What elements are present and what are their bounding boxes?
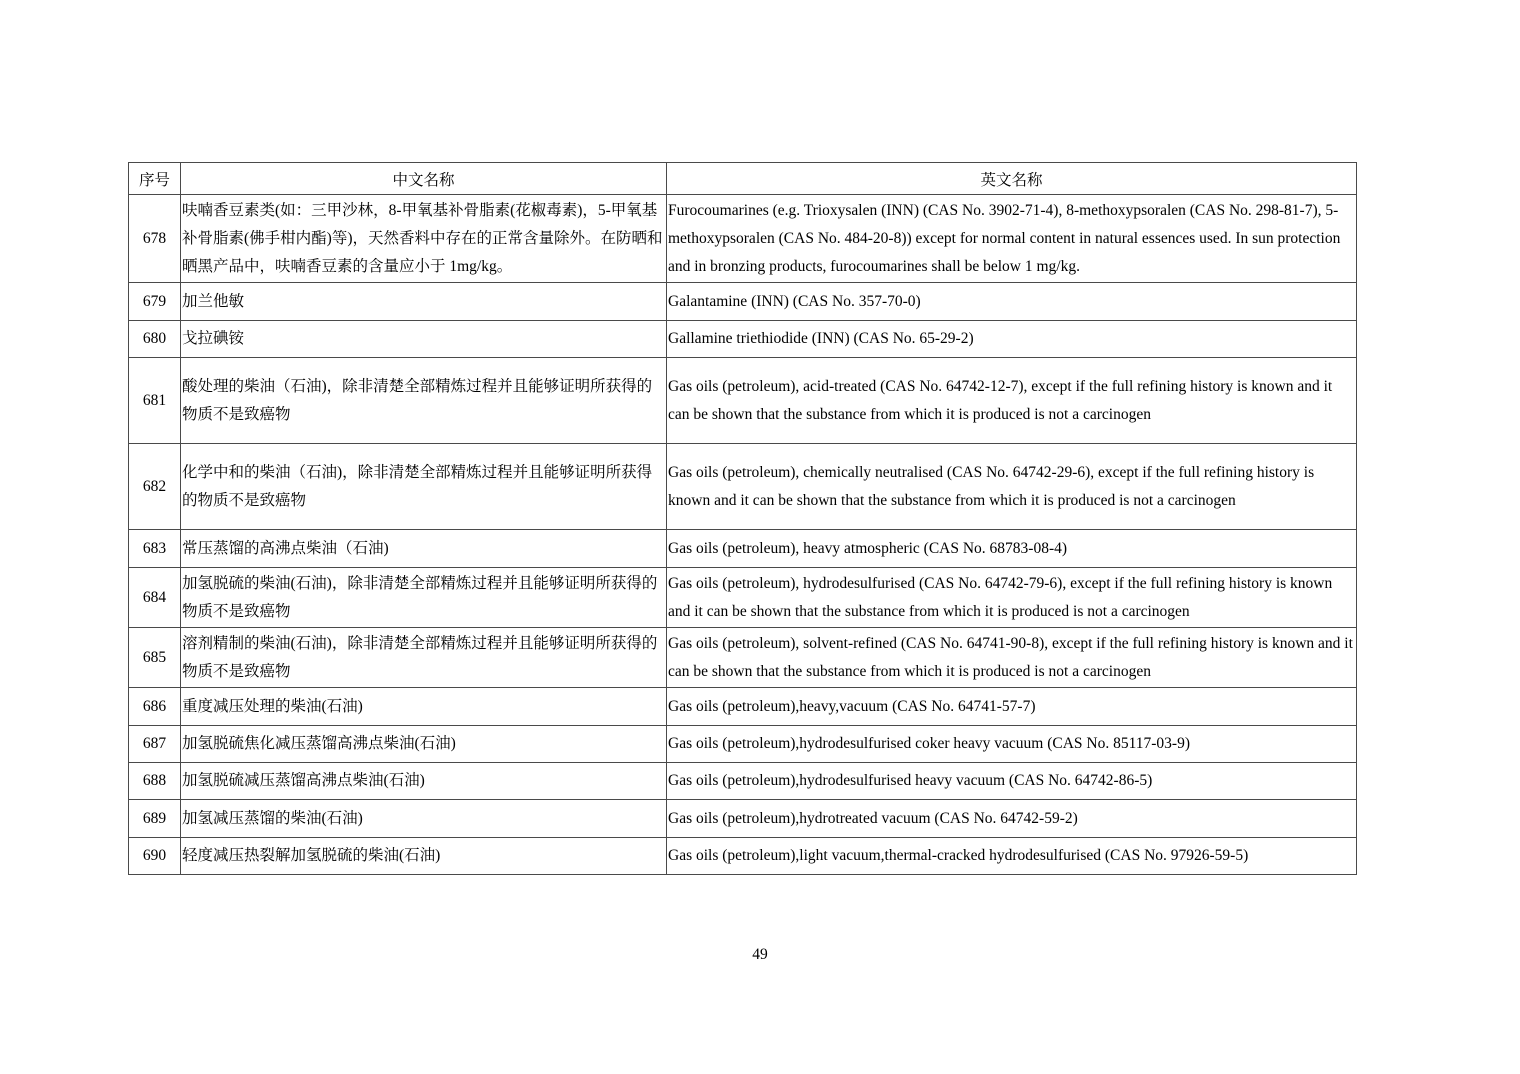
- row-english-name: Gas oils (petroleum),hydrotreated vacuum (CAS No. 64742-59-2): [667, 800, 1357, 838]
- row-chinese-name: 呋喃香豆素类(如：三甲沙林，8-甲氧基补骨脂素(花椒毒素)，5-甲氧基补骨脂素(佛手柑内酯)等)，天然香料中存在的正常含量除外。在防晒和晒黑产品中，呋喃香豆素的含量应小于 1mg/kg。: [181, 195, 667, 283]
- row-english-name: Gas oils (petroleum), chemically neutralised (CAS No. 64742-29-6), except if the full refining history is known and it can be shown that the substance from which it is produced is not a carcinogen: [667, 444, 1357, 530]
- row-english-name: Gas oils (petroleum),hydrodesulfurised heavy vacuum (CAS No. 64742-86-5): [667, 763, 1357, 800]
- row-number: 683: [129, 530, 181, 568]
- table-header-row: [129, 163, 1357, 195]
- table-row: [129, 568, 1357, 628]
- table-row: [129, 838, 1357, 875]
- row-number: 681: [129, 358, 181, 444]
- table-row: [129, 444, 1357, 530]
- row-number: 682: [129, 444, 181, 530]
- row-number: 685: [129, 628, 181, 688]
- row-english-name: Gas oils (petroleum), solvent-refined (CAS No. 64741-90-8), except if the full refining history is known and it can be shown that the substance from which it is produced is not a carcinogen: [667, 628, 1357, 688]
- table-row: [129, 726, 1357, 763]
- page-number: 49: [752, 946, 768, 963]
- row-english-name: Gas oils (petroleum), acid-treated (CAS No. 64742-12-7), except if the full refining history is known and it can be shown that the substance from which it is produced is not a carcinogen: [667, 358, 1357, 444]
- row-english-name: Furocoumarines (e.g. Trioxysalen (INN) (CAS No. 3902-71-4), 8-methoxypsoralen (CAS No. 298-81-7), 5-methoxypsoralen (CAS No. 484-20-8)) except for normal content in natural essences used. In sun protection and in bronzing products, furocoumarines shall be below 1 mg/kg.: [667, 195, 1357, 283]
- row-chinese-name: 加氢减压蒸馏的柴油(石油): [181, 800, 667, 838]
- header-english-name: 英文名称: [667, 163, 1357, 195]
- row-number: 688: [129, 763, 181, 800]
- row-english-name: Galantamine (INN) (CAS No. 357-70-0): [667, 283, 1357, 321]
- table-row: [129, 530, 1357, 568]
- row-english-name: Gas oils (petroleum), heavy atmospheric (CAS No. 68783-08-4): [667, 530, 1357, 568]
- table-row: [129, 763, 1357, 800]
- table-row: [129, 195, 1357, 283]
- row-number: 684: [129, 568, 181, 628]
- header-number: 序号: [129, 163, 181, 195]
- row-number: 689: [129, 800, 181, 838]
- table-row: [129, 800, 1357, 838]
- header-chinese-name: 中文名称: [181, 163, 667, 195]
- row-chinese-name: 加氢脱硫焦化减压蒸馏高沸点柴油(石油): [181, 726, 667, 763]
- ingredient-table: [128, 162, 1357, 875]
- row-number: 687: [129, 726, 181, 763]
- row-chinese-name: 戈拉碘铵: [181, 321, 667, 358]
- row-chinese-name: 常压蒸馏的高沸点柴油（石油): [181, 530, 667, 568]
- row-number: 680: [129, 321, 181, 358]
- row-chinese-name: 化学中和的柴油（石油)，除非清楚全部精炼过程并且能够证明所获得的物质不是致癌物: [181, 444, 667, 530]
- row-number: 679: [129, 283, 181, 321]
- table-row: [129, 358, 1357, 444]
- row-chinese-name: 重度减压处理的柴油(石油): [181, 688, 667, 726]
- row-chinese-name: 溶剂精制的柴油(石油)，除非清楚全部精炼过程并且能够证明所获得的物质不是致癌物: [181, 628, 667, 688]
- row-english-name: Gas oils (petroleum),heavy,vacuum (CAS No. 64741-57-7): [667, 688, 1357, 726]
- table-row: [129, 283, 1357, 321]
- table-row: [129, 321, 1357, 358]
- row-english-name: Gas oils (petroleum),hydrodesulfurised coker heavy vacuum (CAS No. 85117-03-9): [667, 726, 1357, 763]
- table-row: [129, 688, 1357, 726]
- row-number: 690: [129, 838, 181, 875]
- row-chinese-name: 加氢脱硫减压蒸馏高沸点柴油(石油): [181, 763, 667, 800]
- table-row: [129, 628, 1357, 688]
- row-english-name: Gas oils (petroleum),light vacuum,thermal-cracked hydrodesulfurised (CAS No. 97926-59-5): [667, 838, 1357, 875]
- row-english-name: Gas oils (petroleum), hydrodesulfurised (CAS No. 64742-79-6), except if the full refining history is known and it can be shown that the substance from which it is produced is not a carcinogen: [667, 568, 1357, 628]
- row-number: 678: [129, 195, 181, 283]
- row-chinese-name: 加氢脱硫的柴油(石油)，除非清楚全部精炼过程并且能够证明所获得的物质不是致癌物: [181, 568, 667, 628]
- row-chinese-name: 加兰他敏: [181, 283, 667, 321]
- row-chinese-name: 酸处理的柴油（石油)，除非清楚全部精炼过程并且能够证明所获得的物质不是致癌物: [181, 358, 667, 444]
- row-english-name: Gallamine triethiodide (INN) (CAS No. 65-29-2): [667, 321, 1357, 358]
- row-chinese-name: 轻度减压热裂解加氢脱硫的柴油(石油): [181, 838, 667, 875]
- row-number: 686: [129, 688, 181, 726]
